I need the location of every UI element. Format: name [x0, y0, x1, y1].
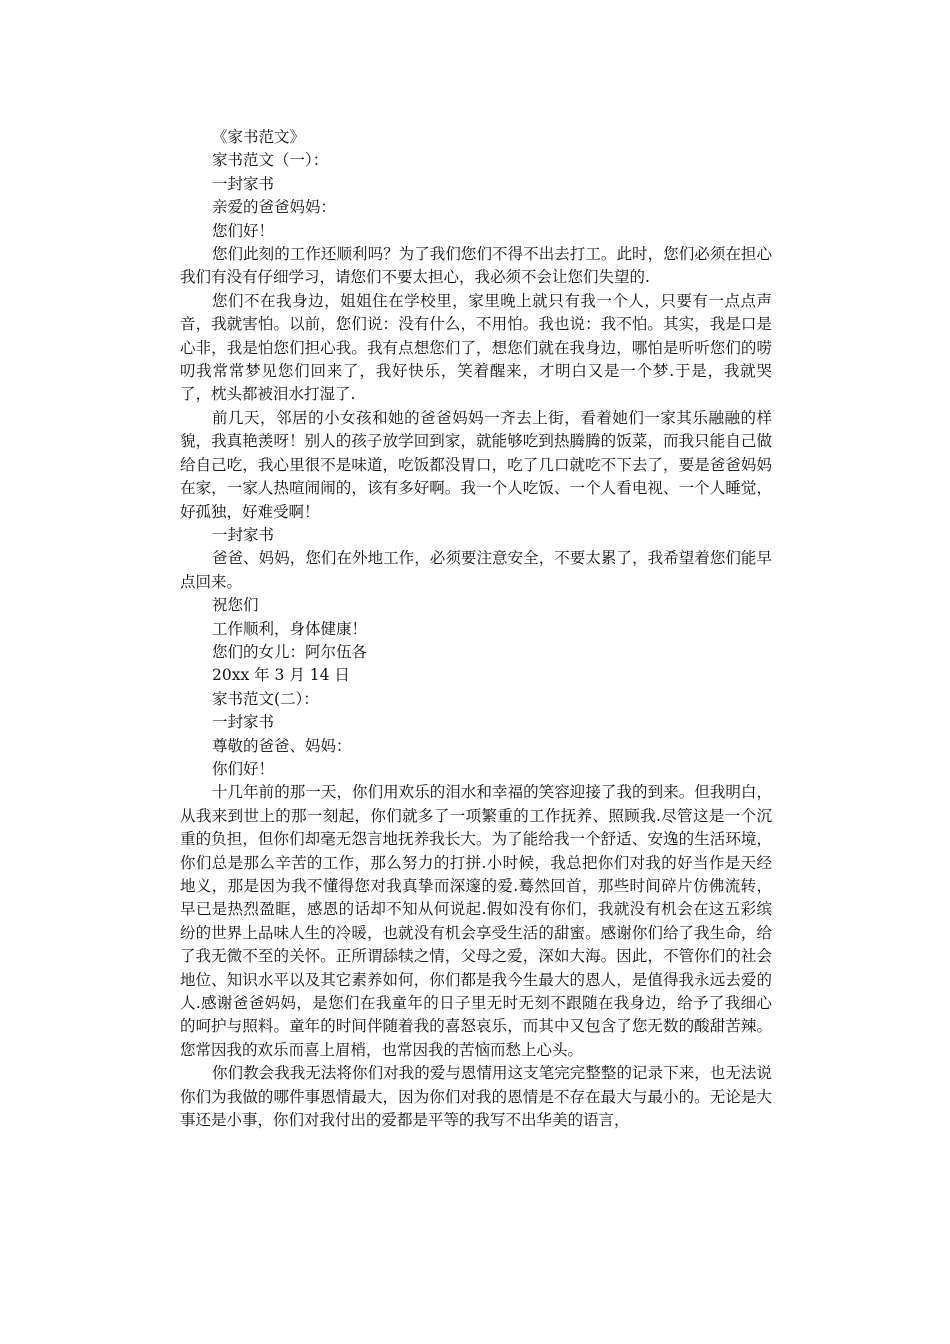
body-paragraph: 你们教会我我无法将你们对我的爱与恩情用这支笔完完整整的记录下来，也无法说你们为我做的哪件事恩情最大，因为你们对我的恩情是不存在最大与最小的。无论是大事还是小事，你们对我付出的爱都是平等的我写不出华美的语言，	[180, 1064, 772, 1130]
letter-salutation: 亲爱的爸爸妈妈：	[212, 198, 337, 217]
letter-title: 一封家书	[212, 174, 275, 193]
section-heading-1: 家书范文（一）：	[212, 151, 329, 170]
body-paragraph: 爸爸、妈妈，您们在外地工作，必须要注意安全，不要太累了，我希望着您们能早点回来。	[180, 549, 772, 591]
letter-date: 20xx 年 3 月 14 日	[212, 666, 350, 685]
letter-greeting: 你们好！	[212, 759, 275, 778]
body-paragraph: 十几年前的那一天，你们用欢乐的泪水和幸福的笑容迎接了我的到来。但我明白，从我来到世上的那一刻起，你们就多了一项繁重的工作抚养、照顾我.尽管这是一个沉重的负担，但你们却毫无怨言地抚养我长大。为了能给我一个舒适、安逸的生活环境，你们总是那么辛苦的工作，那么努力的打拼.小时候，我总把你们对我的好当作是天经地义，那是因为我不懂得您对我真挚而深邃的爱.蓦然回首，那些时间碎片仿佛流转，早已是热烈盈眶，感恩的话却不知从何说起.假如没有你们，我就没有机会在这五彩缤纷的世界上品味人生的冷暖，也就没有机会享受生活的甜蜜。感谢你们给了我生命，给了我无微不至的关怀。正所谓舔犊之情，父母之爱，深如大海。因此，不管你们的社会地位、知识水平以及其它素养如何，你们都是我今生最大的恩人，是值得我永远去爱的人.感谢爸爸妈妈，是您们在我童年的日子里无时无刻不跟随在我身边，给予了我细心的呵护与照料。童年的时间伴随着我的喜怒哀乐，而其中又包含了您无数的酸甜苦辣。您常因我的欢乐而喜上眉梢，也常因我的苦恼而愁上心头。	[180, 783, 772, 1059]
document-title: 《家书范文》	[212, 128, 306, 146]
section-heading-2: 家书范文(二）：	[212, 689, 319, 708]
letter-signature: 您们的女儿：阿尔伍各	[212, 642, 368, 661]
letter-closing-wish: 工作顺利，身体健康！	[212, 619, 368, 638]
letter-closing: 祝您们	[212, 596, 259, 615]
letter-title: 一封家书	[212, 713, 275, 732]
letter-title: 一封家书	[212, 525, 275, 544]
letter-salutation: 尊敬的爸爸、妈妈：	[212, 736, 352, 755]
body-paragraph: 前几天，邻居的小女孩和她的爸爸妈妈一齐去上街，看着她们一家其乐融融的样貌，我真艳羡呀！别人的孩子放学回到家，就能够吃到热腾腾的饭菜，而我只能自己做给自己吃，我心里很不是味道，吃饭都没胃口，吃了几口就吃不下去了，要是爸爸妈妈在家，一家人热喧闹闹的，该有多好啊。我一个人吃饭、一个人看电视、一个人睡觉，好孤独，好难受啊！	[180, 408, 772, 521]
document-page	[180, 126, 772, 1132]
body-paragraph: 您们此刻的工作还顺利吗？为了我们您们不得不出去打工。此时，您们必须在担心我们有没有仔细学习，请您们不要太担心，我必须不会让您们失望的.	[180, 245, 772, 287]
letter-greeting: 您们好！	[212, 221, 275, 240]
body-paragraph: 您们不在我身边，姐姐住在学校里，家里晚上就只有我一个人，只要有一点点声音，我就害怕。以前，您们说：没有什么，不用怕。我也说：我不怕。其实，我是口是心非，我是怕您们担心我。我有点想您们了，想您们就在我身边，哪怕是听听您们的唠叨我常常梦见您们回来了，我好快乐，笑着醒来，才明白又是一个梦.于是，我就哭了，枕头都被泪水打湿了.	[180, 291, 772, 404]
